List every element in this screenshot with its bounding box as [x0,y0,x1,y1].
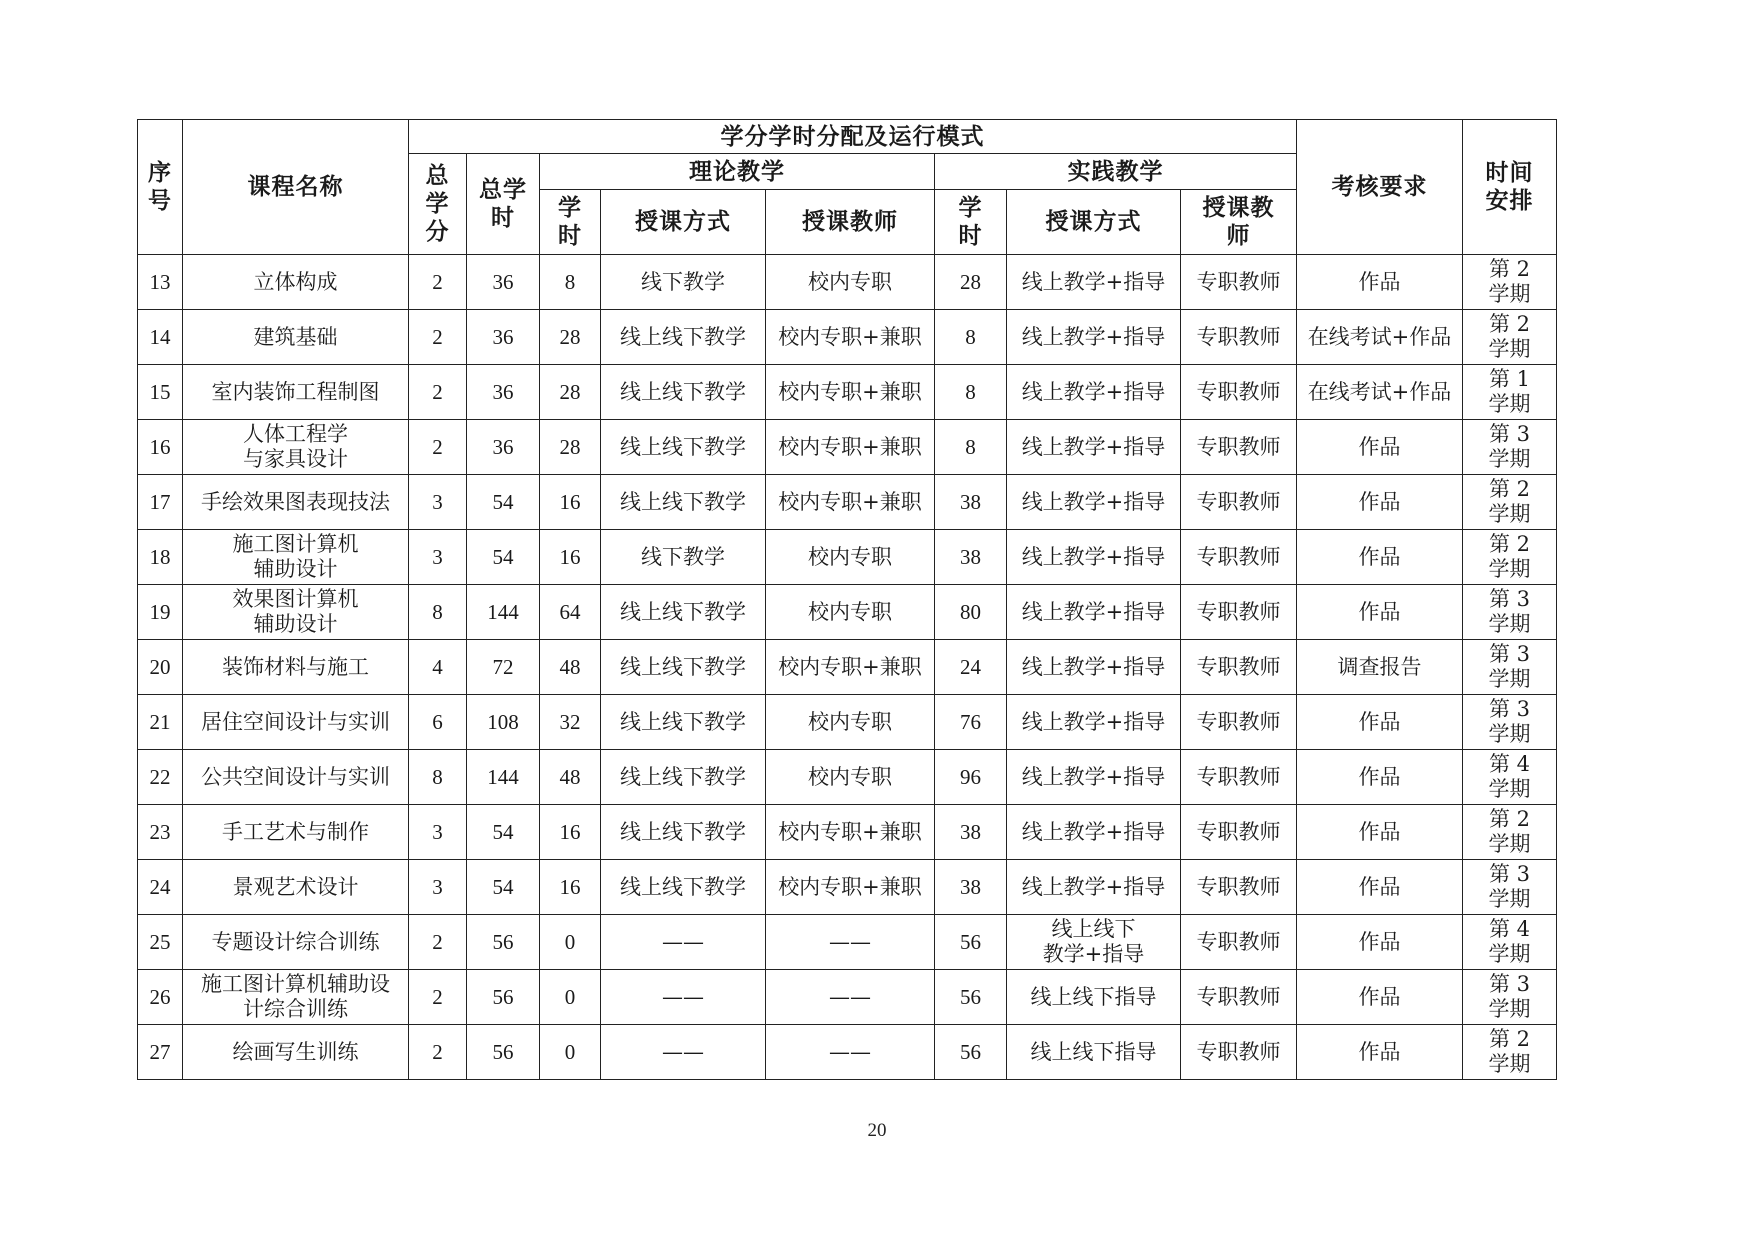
cell-assessment: 作品 [1297,530,1463,585]
cell-seq: 26 [138,970,183,1025]
cell-total-credit: 8 [409,585,467,640]
cell-theory-hours: 16 [540,475,601,530]
cell-course-name [183,970,409,1025]
cell-schedule-line1: 第 2 [1488,257,1531,281]
cell-course-name [183,420,409,475]
cell-course-name-line1: 施工图计算机辅助设 [201,972,390,996]
cell-course-name-line1: 立体构成 [253,269,338,294]
cell-practice-teacher: 专职教师 [1181,1025,1297,1080]
cell-theory-teacher: 校内专职 [766,255,935,310]
cell-practice-teacher: 专职教师 [1181,365,1297,420]
cell-theory-mode: 线上线下教学 [601,695,766,750]
cell-seq: 13 [138,255,183,310]
table-row [138,420,1557,475]
cell-course-name [183,860,409,915]
cell-theory-hours: 28 [540,365,601,420]
cell-schedule-line2: 学期 [1488,777,1531,801]
cell-theory-mode: —— [601,1025,766,1080]
cell-practice-hours: 38 [935,860,1007,915]
cell-course-name-line2: 辅助设计 [253,557,338,581]
cell-schedule-line2: 学期 [1488,942,1531,966]
header-practice-hours [935,190,1007,255]
table-body [138,255,1557,1080]
cell-theory-mode: 线上线下教学 [601,365,766,420]
cell-course-name-line1: 室内装饰工程制图 [211,379,380,404]
table-row [138,695,1557,750]
cell-course-name [183,585,409,640]
cell-theory-teacher: —— [766,970,935,1025]
cell-assessment: 作品 [1297,585,1463,640]
cell-practice-hours: 56 [935,970,1007,1025]
cell-schedule-line2: 学期 [1488,997,1531,1021]
cell-course-name [183,695,409,750]
cell-theory-mode: 线上线下教学 [601,860,766,915]
cell-total-hours: 54 [467,805,540,860]
cell-schedule-line1: 第 3 [1488,642,1531,666]
cell-theory-teacher: 校内专职+兼职 [766,860,935,915]
cell-schedule [1463,255,1557,310]
cell-theory-mode: 线下教学 [601,530,766,585]
cell-seq: 23 [138,805,183,860]
cell-total-credit: 8 [409,750,467,805]
cell-course-name-line2: 辅助设计 [253,612,338,636]
table-row [138,915,1557,970]
cell-theory-hours: 16 [540,530,601,585]
cell-seq: 25 [138,915,183,970]
cell-schedule [1463,530,1557,585]
cell-course-name [183,530,409,585]
cell-practice-mode [1007,640,1181,695]
header-theory-teacher: 授课教师 [766,190,935,255]
cell-total-credit: 2 [409,915,467,970]
cell-course-name [183,915,409,970]
cell-practice-mode [1007,530,1181,585]
cell-practice-mode-line1: 线上教学+指导 [1021,819,1166,844]
cell-practice-mode-line1: 线上线下 [1051,917,1136,941]
cell-theory-hours: 16 [540,860,601,915]
header-schedule [1463,120,1557,255]
cell-practice-teacher: 专职教师 [1181,255,1297,310]
cell-practice-teacher: 专职教师 [1181,915,1297,970]
cell-practice-hours: 28 [935,255,1007,310]
cell-theory-hours: 0 [540,1025,601,1080]
header-allocation: 学分学时分配及运行模式 [409,120,1297,154]
cell-practice-mode-line1: 线上教学+指导 [1021,709,1166,734]
cell-theory-hours: 28 [540,310,601,365]
cell-course-name [183,475,409,530]
cell-practice-mode [1007,420,1181,475]
table-row [138,585,1557,640]
cell-practice-mode-line1: 线上教学+指导 [1021,434,1166,459]
cell-total-hours: 54 [467,475,540,530]
cell-schedule-line2: 学期 [1488,612,1531,636]
cell-schedule [1463,475,1557,530]
cell-theory-mode: 线上线下教学 [601,420,766,475]
cell-practice-mode-line1: 线上教学+指导 [1021,269,1166,294]
cell-schedule [1463,585,1557,640]
cell-theory-hours: 32 [540,695,601,750]
cell-schedule-line1: 第 3 [1488,972,1531,996]
header-practice-mode: 授课方式 [1007,190,1181,255]
cell-practice-mode [1007,970,1181,1025]
cell-practice-teacher: 专职教师 [1181,475,1297,530]
cell-practice-hours: 56 [935,1025,1007,1080]
header-theory-hours [540,190,601,255]
table-row [138,805,1557,860]
cell-seq: 20 [138,640,183,695]
cell-theory-teacher: 校内专职+兼职 [766,310,935,365]
cell-total-hours: 144 [467,585,540,640]
header-course-name: 课程名称 [183,120,409,255]
cell-course-name-line1: 建筑基础 [253,324,338,349]
cell-theory-hours: 64 [540,585,601,640]
cell-practice-hours: 8 [935,365,1007,420]
header-theory-mode: 授课方式 [601,190,766,255]
cell-course-name-line1: 景观艺术设计 [232,874,359,899]
cell-assessment: 作品 [1297,860,1463,915]
header-total-credit [409,154,467,255]
cell-course-name-line1: 装饰材料与施工 [222,654,369,679]
cell-practice-mode-line1: 线上教学+指导 [1021,324,1166,349]
cell-theory-teacher: 校内专职 [766,530,935,585]
header-seq-line2: 号 [148,187,172,214]
cell-practice-mode-line2: 教学+指导 [1042,942,1145,966]
cell-theory-mode: 线下教学 [601,255,766,310]
cell-total-hours: 56 [467,970,540,1025]
cell-theory-hours: 28 [540,420,601,475]
cell-theory-mode: 线上线下教学 [601,475,766,530]
cell-theory-teacher: —— [766,1025,935,1080]
header-seq-line1: 序 [148,159,172,186]
cell-schedule-line2: 学期 [1488,557,1531,581]
cell-total-hours: 36 [467,365,540,420]
cell-schedule-line2: 学期 [1488,1052,1531,1076]
cell-schedule [1463,970,1557,1025]
cell-theory-hours: 0 [540,970,601,1025]
cell-practice-mode-line1: 线上线下指导 [1030,984,1157,1009]
cell-theory-hours: 8 [540,255,601,310]
cell-total-hours: 144 [467,750,540,805]
header-total-hours-line1: 总学 [479,176,527,203]
cell-schedule-line2: 学期 [1488,337,1531,361]
cell-schedule-line2: 学期 [1488,887,1531,911]
table-row [138,1025,1557,1080]
cell-practice-hours: 38 [935,475,1007,530]
cell-theory-teacher: 校内专职 [766,585,935,640]
cell-theory-teacher: 校内专职 [766,750,935,805]
cell-schedule-line1: 第 2 [1488,807,1531,831]
cell-seq: 15 [138,365,183,420]
cell-total-hours: 56 [467,915,540,970]
header-practice-teacher [1181,190,1297,255]
cell-practice-mode-line1: 线上教学+指导 [1021,489,1166,514]
table-row [138,860,1557,915]
cell-course-name [183,640,409,695]
cell-theory-teacher: 校内专职+兼职 [766,640,935,695]
cell-theory-mode: —— [601,970,766,1025]
cell-course-name-line1: 手绘效果图表现技法 [201,489,390,514]
cell-schedule [1463,310,1557,365]
cell-practice-teacher: 专职教师 [1181,970,1297,1025]
header-assessment: 考核要求 [1297,120,1463,255]
header-seq [138,120,183,255]
cell-schedule-line2: 学期 [1488,502,1531,526]
cell-total-credit: 2 [409,420,467,475]
course-schedule-table [137,119,1557,1080]
cell-assessment: 作品 [1297,695,1463,750]
cell-theory-teacher: 校内专职+兼职 [766,420,935,475]
header-total-credit-line2: 学 [425,190,450,217]
cell-practice-teacher: 专职教师 [1181,750,1297,805]
cell-assessment: 作品 [1297,970,1463,1025]
cell-course-name-line1: 人体工程学 [243,422,348,446]
cell-practice-hours: 24 [935,640,1007,695]
cell-theory-teacher: 校内专职+兼职 [766,475,935,530]
cell-schedule-line2: 学期 [1488,722,1531,746]
cell-assessment: 作品 [1297,750,1463,805]
cell-theory-teacher: —— [766,915,935,970]
cell-seq: 17 [138,475,183,530]
cell-assessment: 作品 [1297,475,1463,530]
cell-theory-hours: 48 [540,640,601,695]
cell-assessment: 作品 [1297,805,1463,860]
cell-course-name-line1: 专题设计综合训练 [211,929,380,954]
cell-schedule [1463,750,1557,805]
header-total-hours-line2: 时 [491,204,515,231]
cell-theory-mode: 线上线下教学 [601,310,766,365]
cell-total-hours: 108 [467,695,540,750]
cell-schedule [1463,915,1557,970]
header-total-hours [467,154,540,255]
table-row [138,310,1557,365]
cell-course-name-line1: 效果图计算机 [232,587,359,611]
cell-theory-hours: 48 [540,750,601,805]
cell-theory-mode: 线上线下教学 [601,640,766,695]
cell-practice-teacher: 专职教师 [1181,695,1297,750]
cell-schedule-line2: 学期 [1488,447,1531,471]
cell-total-credit: 3 [409,805,467,860]
cell-course-name [183,805,409,860]
header-total-credit-line1: 总 [425,162,450,189]
cell-practice-mode-line1: 线上线下指导 [1030,1039,1157,1064]
cell-total-hours: 56 [467,1025,540,1080]
cell-seq: 21 [138,695,183,750]
cell-schedule-line2: 学期 [1488,667,1531,691]
header-practice-teacher-line1: 授课教 [1202,194,1275,221]
cell-theory-mode: 线上线下教学 [601,585,766,640]
cell-theory-teacher: 校内专职+兼职 [766,365,935,420]
cell-schedule-line1: 第 2 [1488,532,1531,556]
cell-practice-teacher: 专职教师 [1181,585,1297,640]
header-schedule-line1: 时间 [1485,159,1534,186]
cell-practice-hours: 8 [935,310,1007,365]
cell-practice-mode [1007,1025,1181,1080]
cell-course-name-line1: 居住空间设计与实训 [201,709,390,734]
header-total-credit-line3: 分 [425,218,450,245]
cell-practice-teacher: 专职教师 [1181,530,1297,585]
cell-total-credit: 3 [409,475,467,530]
cell-schedule-line2: 学期 [1488,282,1531,306]
cell-practice-hours: 96 [935,750,1007,805]
cell-practice-mode-line1: 线上教学+指导 [1021,654,1166,679]
cell-total-credit: 2 [409,310,467,365]
cell-course-name-line2: 与家具设计 [243,447,348,471]
cell-course-name [183,1025,409,1080]
cell-practice-mode [1007,860,1181,915]
cell-total-credit: 6 [409,695,467,750]
cell-practice-teacher: 专职教师 [1181,805,1297,860]
cell-practice-mode [1007,475,1181,530]
table-row [138,750,1557,805]
cell-total-credit: 2 [409,255,467,310]
table-row [138,255,1557,310]
table-row [138,640,1557,695]
cell-practice-mode [1007,585,1181,640]
cell-schedule-line1: 第 3 [1488,862,1531,886]
cell-assessment: 在线考试+作品 [1297,310,1463,365]
cell-practice-hours: 8 [935,420,1007,475]
header-theory: 理论教学 [540,154,935,190]
cell-total-hours: 36 [467,420,540,475]
cell-seq: 14 [138,310,183,365]
cell-schedule-line1: 第 3 [1488,587,1531,611]
cell-practice-mode-line1: 线上教学+指导 [1021,599,1166,624]
cell-schedule-line1: 第 2 [1488,1027,1531,1051]
table-row [138,970,1557,1025]
cell-total-credit: 2 [409,1025,467,1080]
cell-theory-hours: 0 [540,915,601,970]
cell-theory-teacher: 校内专职 [766,695,935,750]
cell-schedule [1463,1025,1557,1080]
cell-practice-teacher: 专职教师 [1181,420,1297,475]
cell-total-hours: 54 [467,530,540,585]
cell-practice-mode [1007,805,1181,860]
cell-schedule [1463,640,1557,695]
table-row [138,475,1557,530]
cell-schedule-line2: 学期 [1488,832,1531,856]
cell-schedule-line1: 第 1 [1488,367,1531,391]
cell-assessment: 调查报告 [1297,640,1463,695]
cell-theory-mode: 线上线下教学 [601,805,766,860]
cell-course-name-line1: 施工图计算机 [232,532,359,556]
cell-schedule-line1: 第 3 [1488,697,1531,721]
cell-schedule-line1: 第 2 [1488,312,1531,336]
cell-total-credit: 2 [409,970,467,1025]
cell-course-name [183,255,409,310]
cell-schedule [1463,695,1557,750]
cell-schedule-line1: 第 3 [1488,422,1531,446]
cell-course-name-line2: 计综合训练 [243,997,348,1021]
cell-assessment: 作品 [1297,255,1463,310]
cell-course-name [183,750,409,805]
cell-total-hours: 54 [467,860,540,915]
cell-schedule-line1: 第 2 [1488,477,1531,501]
cell-total-credit: 3 [409,530,467,585]
cell-seq: 24 [138,860,183,915]
cell-practice-mode [1007,310,1181,365]
cell-practice-mode [1007,915,1181,970]
cell-practice-mode-line1: 线上教学+指导 [1021,544,1166,569]
header-practice: 实践教学 [935,154,1297,190]
cell-practice-teacher: 专职教师 [1181,860,1297,915]
cell-practice-hours: 76 [935,695,1007,750]
cell-theory-teacher: 校内专职+兼职 [766,805,935,860]
cell-seq: 27 [138,1025,183,1080]
cell-seq: 16 [138,420,183,475]
table-row [138,365,1557,420]
cell-theory-mode: —— [601,915,766,970]
header-theory-hours-line2: 时 [558,222,582,249]
header-practice-teacher-line2: 师 [1226,222,1251,249]
header-practice-hours-line2: 时 [958,222,983,249]
cell-assessment: 作品 [1297,1025,1463,1080]
cell-schedule-line1: 第 4 [1488,917,1531,941]
page-number: 20 [867,1120,887,1141]
cell-practice-mode [1007,365,1181,420]
header-theory-hours-line1: 学 [558,194,582,221]
cell-theory-mode: 线上线下教学 [601,750,766,805]
cell-schedule-line1: 第 4 [1488,752,1531,776]
cell-assessment: 作品 [1297,915,1463,970]
cell-course-name-line1: 公共空间设计与实训 [201,764,390,789]
cell-theory-hours: 16 [540,805,601,860]
cell-seq: 22 [138,750,183,805]
cell-course-name-line1: 绘画写生训练 [232,1039,359,1064]
cell-practice-mode-line1: 线上教学+指导 [1021,764,1166,789]
cell-practice-mode [1007,255,1181,310]
table-row [138,530,1557,585]
cell-practice-teacher: 专职教师 [1181,310,1297,365]
cell-course-name-line1: 手工艺术与制作 [222,819,369,844]
cell-assessment: 作品 [1297,420,1463,475]
cell-total-hours: 36 [467,310,540,365]
cell-practice-mode-line1: 线上教学+指导 [1021,874,1166,899]
cell-seq: 18 [138,530,183,585]
cell-schedule-line2: 学期 [1488,392,1531,416]
cell-practice-hours: 38 [935,530,1007,585]
cell-schedule [1463,420,1557,475]
cell-total-credit: 2 [409,365,467,420]
cell-practice-teacher: 专职教师 [1181,640,1297,695]
header-practice-hours-line1: 学 [958,194,983,221]
cell-practice-hours: 38 [935,805,1007,860]
header-schedule-line2: 安排 [1485,187,1534,214]
cell-practice-hours: 56 [935,915,1007,970]
cell-practice-mode-line1: 线上教学+指导 [1021,379,1166,404]
cell-schedule [1463,365,1557,420]
cell-practice-mode [1007,695,1181,750]
cell-practice-mode [1007,750,1181,805]
cell-assessment: 在线考试+作品 [1297,365,1463,420]
cell-course-name [183,365,409,420]
cell-total-hours: 72 [467,640,540,695]
cell-practice-hours: 80 [935,585,1007,640]
cell-total-credit: 4 [409,640,467,695]
cell-total-credit: 3 [409,860,467,915]
cell-schedule [1463,860,1557,915]
table-header [138,120,1557,255]
cell-total-hours: 36 [467,255,540,310]
cell-course-name [183,310,409,365]
cell-schedule [1463,805,1557,860]
cell-seq: 19 [138,585,183,640]
